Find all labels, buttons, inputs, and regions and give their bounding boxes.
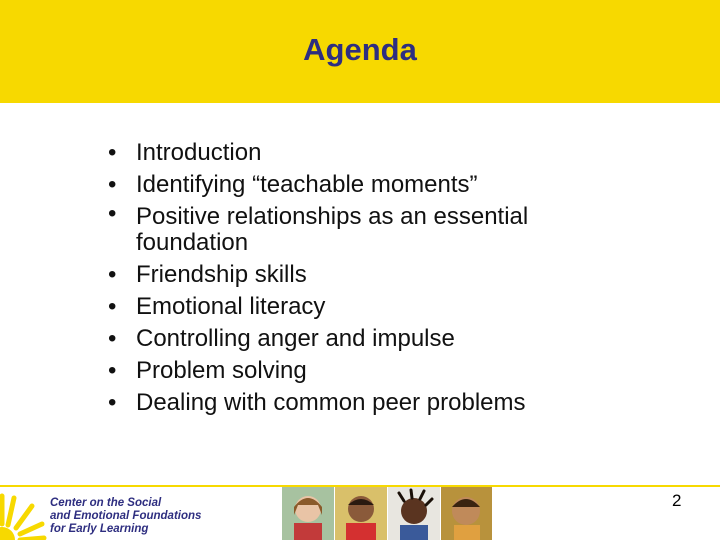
bullet-marker: •: [108, 261, 117, 288]
bullet-marker: •: [108, 171, 117, 198]
slide-title: Agenda: [303, 32, 417, 67]
bullet-marker: •: [108, 357, 117, 384]
agenda-item: [108, 387, 628, 419]
agenda-item: [108, 259, 628, 291]
agenda-item: [108, 291, 628, 323]
child-photo: [441, 487, 492, 540]
child-photo: [282, 487, 334, 540]
agenda-item-text: Friendship skills: [136, 261, 307, 288]
bullet-marker: •: [108, 389, 117, 416]
bullet-marker: •: [108, 293, 117, 320]
agenda-item-text: Controlling anger and impulse: [136, 325, 455, 352]
org-name-line: Center on the Social: [50, 497, 162, 509]
agenda-item-text: Emotional literacy: [136, 293, 326, 320]
agenda-item-text: Introduction: [136, 139, 262, 166]
org-name: [50, 497, 270, 536]
agenda-item: [108, 355, 628, 387]
agenda-item-text: Positive relationships as an essential foundation: [136, 203, 529, 256]
agenda-item-text: Problem solving: [136, 357, 307, 384]
child-photo: [335, 487, 387, 540]
child-photo: [388, 487, 440, 540]
org-name-line: for Early Learning: [50, 523, 149, 535]
agenda-list: [108, 137, 628, 419]
agenda-item-text: Identifying “teachable moments”: [136, 171, 478, 198]
children-photo-strip: [282, 487, 492, 540]
bullet-marker: •: [108, 325, 117, 352]
agenda-item: [108, 323, 628, 355]
bullet-marker: •: [108, 139, 117, 166]
agenda-item: [108, 201, 628, 259]
agenda-item: [108, 169, 628, 201]
page-number: 2: [672, 491, 682, 510]
bullet-marker: •: [108, 200, 117, 227]
agenda-item: [108, 137, 628, 169]
sun-logo-icon: [0, 490, 48, 540]
org-name-line: and Emotional Foundations: [50, 510, 202, 522]
agenda-item-text: Dealing with common peer problems: [136, 389, 526, 416]
